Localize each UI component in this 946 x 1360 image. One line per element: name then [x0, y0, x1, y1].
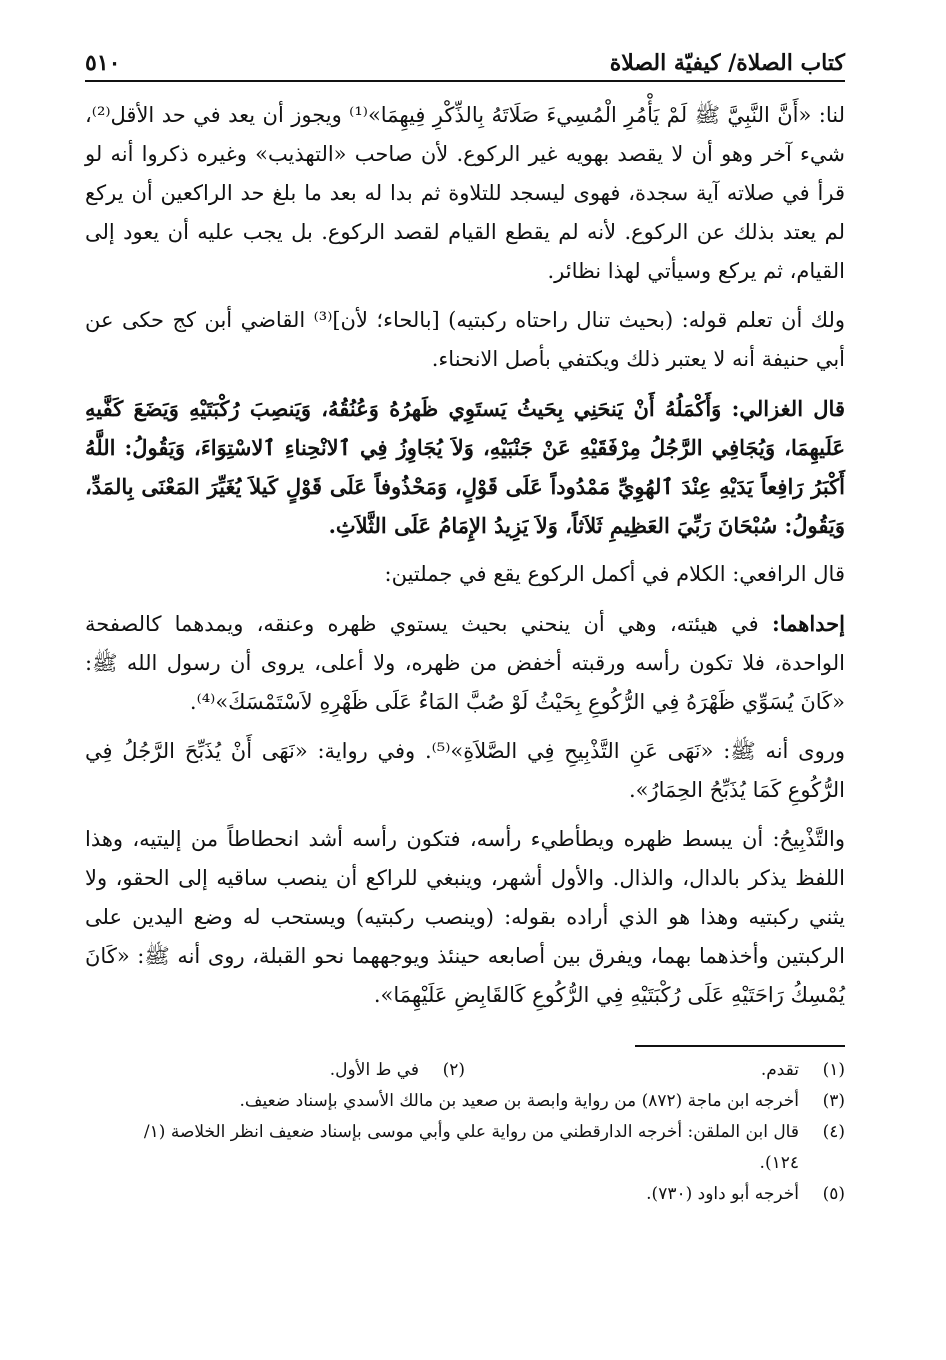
- footnote-5: [85, 1179, 845, 1210]
- paragraph-first-point-text: في هيئته، وهي أن ينحني بحيث يستوي ظهره وعنقه، ويمدهما كالصفحة الواحدة، فلا تكون رأسه ورقبته أخفض من ظهره، ولا أعلى، يروى أن رسول الله ﷺ: «كَانَ يُسَوِّي ظَهْرَهُ فِي الرُّكُوعِ بِحَيْثُ لَوْ صُبَّ المَاءُ عَلَى ظَهْرِهِ لاَسْتَمْسَكَ»⁽⁴⁾.: [85, 612, 845, 714]
- document-page: [85, 36, 845, 1210]
- paragraph-first-point: [85, 604, 845, 722]
- paragraph-tadhbih-hadith: وروى أنه ﷺ: «نَهَى عَنِ التَّذْبِيحِ فِي الصَّلاَةِ»⁽⁵⁾. وفي رواية: «نَهَى أَنْ يُذَبِّحَ الرَّجُلُ فِي الرُّكُوعِ كَمَا يُذَبِّحُ الحِمَارُ».: [85, 739, 846, 802]
- chapter-title: كتاب الصلاة/ كيفيّة الصلاة: [609, 50, 845, 76]
- footnote-text: أخرجه ابن ماجة (٨٧٢) من رواية وابصة بن صعيد بن مالك الأسدي بإسناد ضعيف.: [239, 1091, 799, 1111]
- footnote-number: (٣): [822, 1091, 845, 1111]
- footnote-text: أخرجه أبو داود (٧٣٠).: [646, 1184, 799, 1204]
- footnote-number: (٥): [822, 1184, 845, 1204]
- footnote-text: في ط الأول.: [329, 1060, 419, 1080]
- paragraph-1: لنا: «أَنَّ النَّبِيَّ ﷺ لَمْ يَأْمُرِ الْمُسِيءَ صَلَاتَهُ بِالذِّكْرِ فِيهِمَا»⁽¹⁾ ويجوز أن يعد في حد الأقل⁽²⁾، شيء آخر وهو أن لا يقصد بهويه غير الركوع. لأن صاحب «التهذيب» وغيره ذكروا أنه لو قرأ في صلاته آية سجدة، فهوى ليسجد للتلاوة ثم بدا له بعد ما بلغ حد الراكعين أن يركع لم يعتد بذلك عن الركوع. لأنه لم يقطع القيام لقصد الركوع. بل يجب عليه أن يعود إلى القيام، ثم يركع وسيأتي لهذا نظائر.: [85, 103, 846, 283]
- page-number: ٥١٠: [85, 50, 121, 76]
- paragraph-tadhbih-definition: والتَّذْبِيحُ: أن يبسط ظهره ويطأطيء رأسه، فتكون رأسه أشد انحطاطاً من إليتيه، وهذا اللفظ يذكر بالدال، والذال. والأول أشهر، وينبغي للراكع أن ينصب ساقيه إلى الحقو، ولا يثني ركبتيه وهذا هو الذي أراده بقوله: (وينصب ركبتيه) ويستحب له وضع اليدين على الركبتين وأخذهما بهما، ويفرق بين أصابعه حينئذ ويوجههما نحو القبلة، روى أنه ﷺ: «كَانَ يُمْسِكُ رَاحَتَيْهِ عَلَى رُكْبَتَيْهِ فِي الرُّكُوعِ كَالقَابِضِ عَلَيْهِمَا».: [85, 827, 845, 1007]
- footnote-2: [85, 1055, 465, 1086]
- paragraph-label: إحداهما:: [771, 611, 845, 636]
- footnote-4: [85, 1117, 845, 1148]
- footnote-4-continuation: ١٢٤).: [759, 1153, 799, 1173]
- paragraph-rafii: قال الرافعي: الكلام في أكمل الركوع يقع في جملتين:: [384, 562, 845, 586]
- footnote-3: [85, 1086, 845, 1117]
- paragraph-ghazali-quote: قال الغزالي: وَأَكْمَلُهُ أَنْ يَنحَنِي بِحَيثُ يَستَوِي ظَهرُهُ وَعُنُقُهُ، وَيَنصِبَ رُكْبَتَيْهِ وَيَضَعَ كَفَّيهِ عَلَيهِمَا، وَيُجَافِي الرَّجُلُ مِرْفَقَيْهِ عَنْ جَنْبَيْهِ، وَلاَ يُجَاوِزُ فِي ٱلانْحِناءِ ٱلاسْتِوَاءَ، وَيَقُولُ: اللَّهُ أَكْبَرُ رَافِعاً يَدَيْهِ عِنْدَ ٱلهُوِيِّ مَمْدُوداً عَلَى قَوْلٍ، وَمَحْذُوفاً عَلَى قَوْلٍ كَيلاَ يُغَيِّرَ المَعْنَى بِالمَدِّ، وَيَقُولُ: سُبْحَانَ رَبِّيَ العَظِيمِ ثَلاَثاً، وَلاَ يَزِيدُ الإِمَامُ عَلَى الثَّلاَثِ.: [85, 396, 845, 538]
- footnote-number: (٢): [442, 1060, 465, 1080]
- footnotes: [85, 1055, 845, 1210]
- running-header: [85, 36, 845, 82]
- paragraph-2: ولك أن تعلم قوله: (بحيث تنال راحتاه ركبتيه) [بالحاء؛ لأن]⁽³⁾ القاضي أبن كج حكى عن أبي حنيفة أنه لا يعتبر ذلك ويكتفي بأصل الانحناء.: [85, 308, 845, 371]
- footnote-text: قال ابن الملقن: أخرجه الدارقطني من رواية علي وأبي موسى بإسناد ضعيف انظر الخلاصة (١/: [143, 1122, 799, 1142]
- footnote-number: (٤): [822, 1122, 845, 1142]
- footnote-separator: [635, 1045, 845, 1047]
- footnote-number: (١): [822, 1060, 845, 1080]
- footnote-text: تقدم.: [760, 1060, 799, 1080]
- footnote-1: [465, 1055, 845, 1086]
- footnote-row: [85, 1055, 845, 1086]
